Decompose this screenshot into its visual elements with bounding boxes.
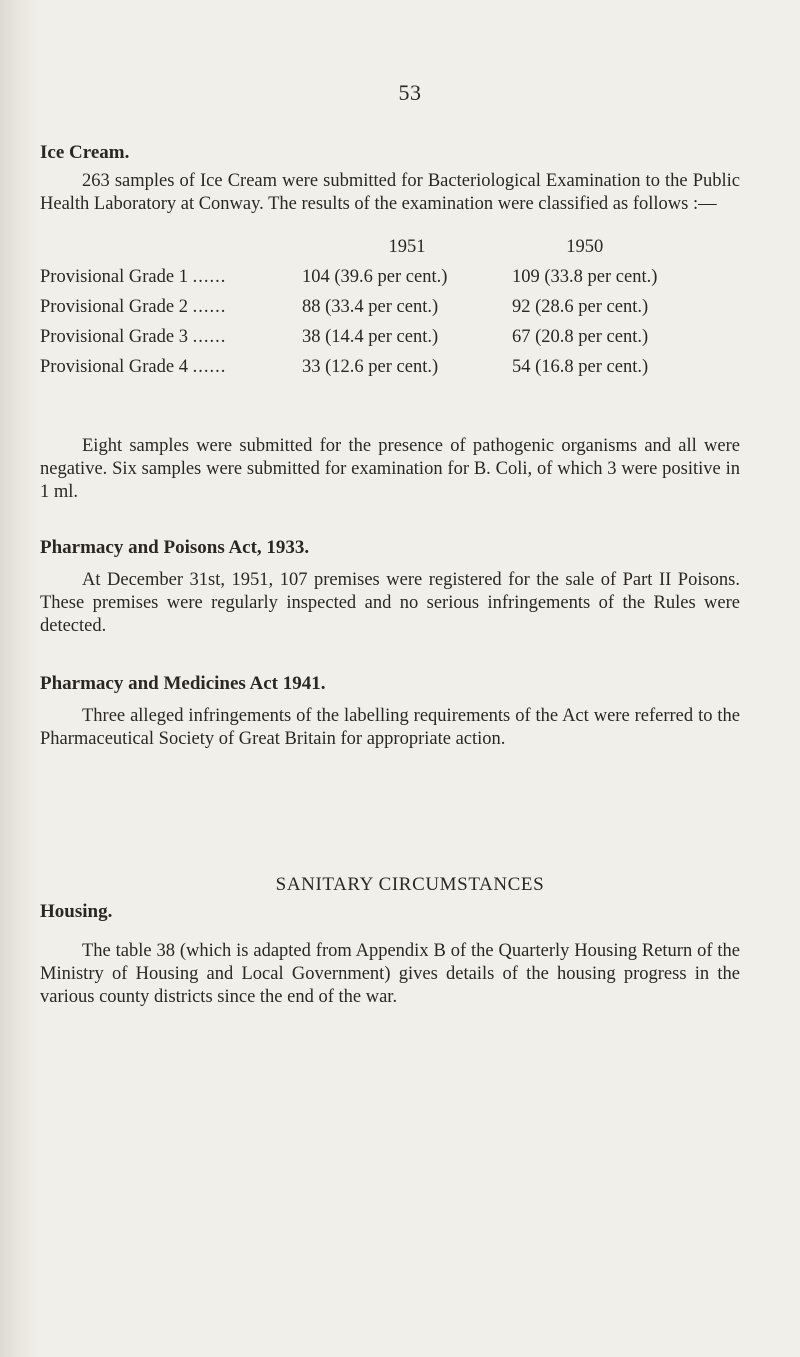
leader-dots: ...... <box>192 326 227 347</box>
value-1950: 67 (20.8 per cent.) <box>512 326 649 347</box>
housing-text: The table 38 (which is adapted from Appendix B of the Quarterly Housing Return of the Ministry of Housing and Local Government) gives details of the housing progress in the various county districts since the end of the war. <box>40 941 740 1007</box>
pharmacy-medicines-text: Three alleged infringements of the labelling requirements of the Act were referred to the Pharmaceutical Society of Great Britain for appropriate action. <box>40 706 740 749</box>
grade-cell <box>40 262 302 292</box>
page-edge-shadow <box>0 0 40 1357</box>
pharmacy-medicines-heading: Pharmacy and Medicines Act 1941. <box>40 673 326 694</box>
ice-cream-heading: Ice Cream. <box>40 142 130 163</box>
value-1950: 92 (28.6 per cent.) <box>512 296 649 317</box>
table-row <box>40 292 657 322</box>
table-row <box>40 262 657 292</box>
grade-label: Provisional Grade 2 <box>40 296 188 317</box>
year-1950-header: 1950 <box>566 236 604 257</box>
grade-label: Provisional Grade 3 <box>40 326 188 347</box>
pharmacy-poisons-text: At December 31st, 1951, 107 premises were registered for the sale of Part II Poisons. These premises were regularly inspected and no serious infringements of the Rules were detected. <box>40 570 740 636</box>
table-row <box>40 322 657 352</box>
year-1951-header: 1951 <box>388 236 426 257</box>
value-1951: 33 (12.6 per cent.) <box>302 356 439 377</box>
grade-cell <box>40 292 302 322</box>
leader-dots: ...... <box>192 356 227 377</box>
value-1951: 104 (39.6 per cent.) <box>302 266 448 287</box>
grade-cell <box>40 352 302 382</box>
value-1951: 88 (33.4 per cent.) <box>302 296 439 317</box>
leader-dots: ...... <box>192 266 227 287</box>
ice-cream-pathogen-note: Eight samples were submitted for the presence of pathogenic organisms and all were negative. Six samples were submitted for examination for B. Coli, of which 3 were positive in 1 ml. <box>40 436 740 502</box>
table-header-row <box>40 232 657 262</box>
pharmacy-poisons-heading: Pharmacy and Poisons Act, 1933. <box>40 537 310 558</box>
housing-heading: Housing. <box>40 901 113 922</box>
value-1950: 54 (16.8 per cent.) <box>512 356 649 377</box>
page-number: 53 <box>398 80 422 105</box>
grade-column-header <box>40 232 302 262</box>
grade-cell <box>40 322 302 352</box>
table-row <box>40 352 657 382</box>
grade-label: Provisional Grade 1 <box>40 266 188 287</box>
value-1951: 38 (14.4 per cent.) <box>302 326 439 347</box>
ice-cream-results-table <box>40 232 657 382</box>
value-1950: 109 (33.8 per cent.) <box>512 266 658 287</box>
ice-cream-intro: 263 samples of Ice Cream were submitted for Bacteriological Examination to the Public Health Laboratory at Conway. The results of the examination were classified as follows :— <box>40 171 740 214</box>
grade-label: Provisional Grade 4 <box>40 356 188 377</box>
leader-dots: ...... <box>192 296 227 317</box>
sanitary-circumstances-heading: SANITARY CIRCUMSTANCES <box>275 874 545 895</box>
